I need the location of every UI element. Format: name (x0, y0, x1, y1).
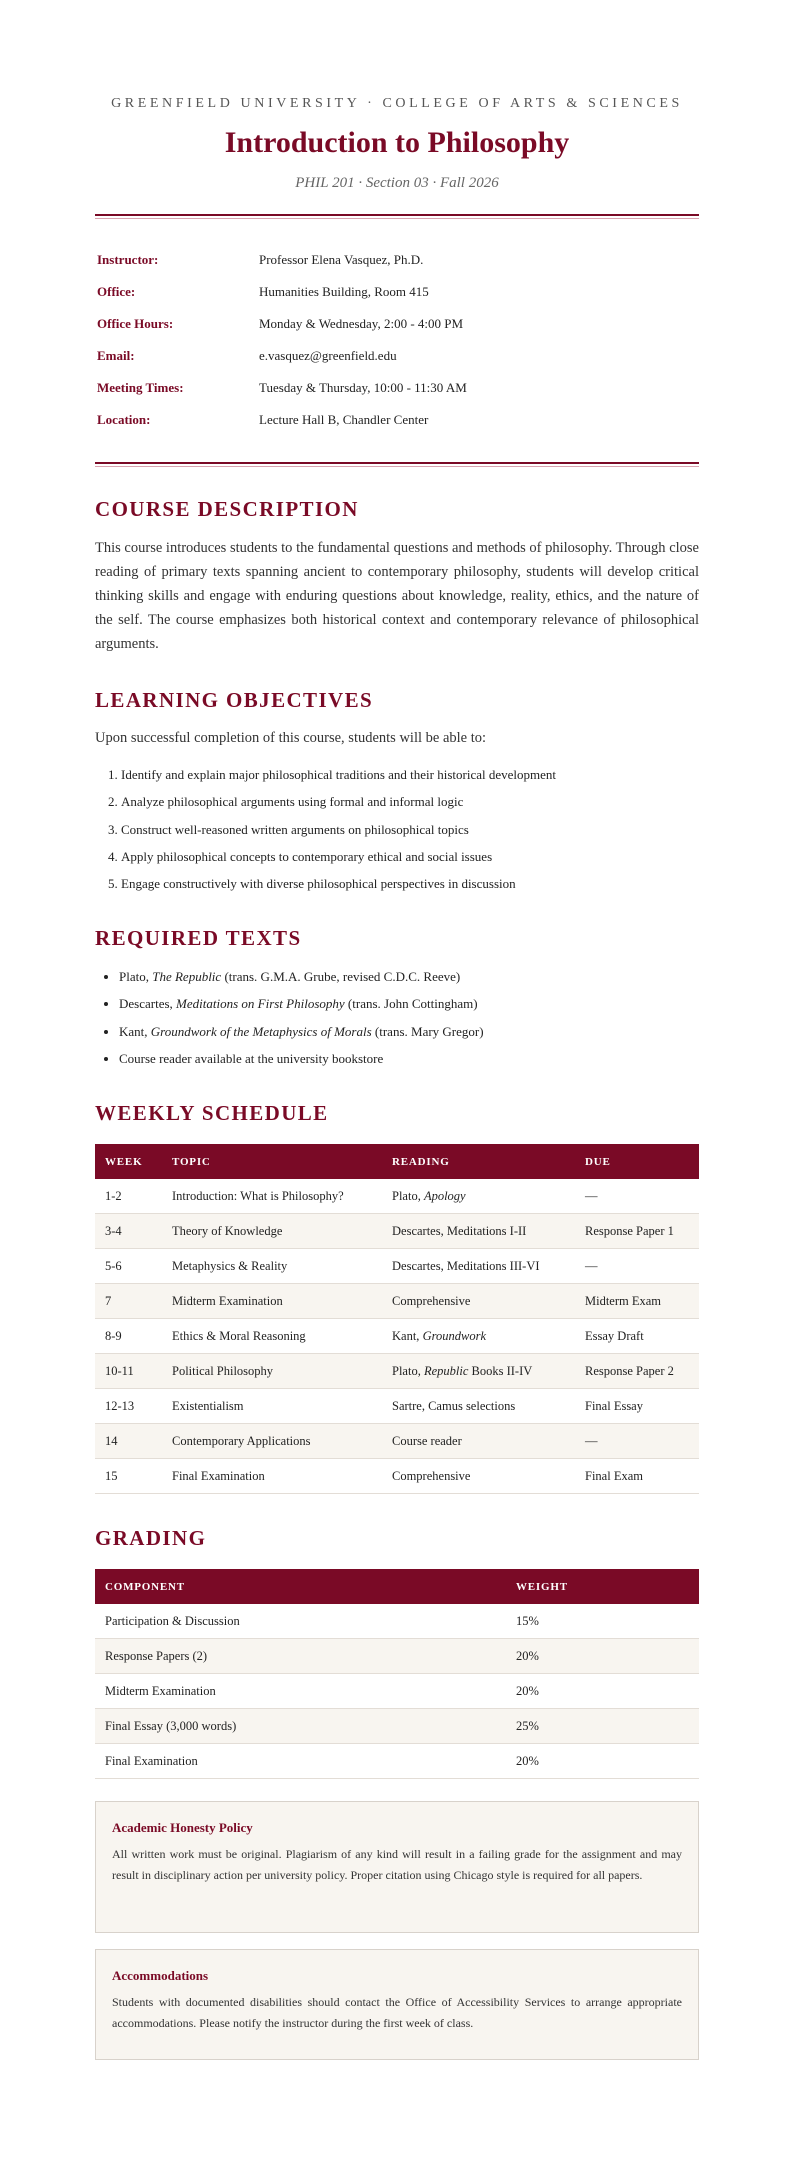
due-cell: Midterm Exam (575, 1284, 699, 1319)
objectives-intro: Upon successful completion of this course, students will be able to: (95, 730, 487, 746)
week-cell: 14 (95, 1424, 162, 1459)
week-cell: 12-13 (95, 1389, 162, 1424)
table-row (95, 1604, 699, 1639)
due-cell: Final Essay (575, 1389, 699, 1424)
section-heading-schedule: WEEKLY SCHEDULE (95, 1101, 329, 1125)
column-header: WEIGHT (506, 1569, 699, 1604)
info-label: Office Hours: (97, 316, 174, 331)
reading-cell: Sartre, Camus selections (382, 1389, 575, 1424)
due-cell: Final Exam (575, 1459, 699, 1494)
topic-cell: Ethics & Moral Reasoning (162, 1319, 382, 1354)
topic-cell: Metaphysics & Reality (162, 1249, 382, 1284)
list-item: • Plato, The Republic (trans. G.M.A. Grube, revised C.D.C. Reeve) (119, 967, 484, 994)
table-row (95, 1319, 699, 1354)
due-cell: Response Paper 1 (575, 1214, 699, 1249)
section-heading-texts: REQUIRED TEXTS (95, 926, 302, 950)
section-heading-description: COURSE DESCRIPTION (95, 497, 359, 521)
header-divider (95, 214, 699, 216)
course-subtitle: PHIL 201 · Section 03 · Fall 2026 (295, 175, 499, 191)
table-row (95, 1284, 699, 1319)
list-item: 5. Engage constructively with diverse philosophical perspectives in discussion (121, 874, 556, 901)
reading-cell: Kant, Groundwork (382, 1319, 575, 1354)
info-value: Monday & Wednesday, 2:00 - 4:00 PM (259, 316, 464, 331)
info-value: e.vasquez@greenfield.edu (259, 348, 397, 363)
reading-cell: Plato, Apology (382, 1179, 575, 1214)
info-row-instructor (97, 252, 697, 272)
required-texts-list (95, 967, 484, 1076)
list-item: • Kant, Groundwork of the Metaphysics of Morals (trans. Mary Gregor) (119, 1022, 484, 1049)
reading-cell: Comprehensive (382, 1284, 575, 1319)
week-cell: 10-11 (95, 1354, 162, 1389)
week-cell: 3-4 (95, 1214, 162, 1249)
info-row-meeting-times (97, 380, 697, 400)
reading-cell: Descartes, Meditations I-II (382, 1214, 575, 1249)
table-row (95, 1639, 699, 1674)
due-cell: Essay Draft (575, 1319, 699, 1354)
topic-cell: Contemporary Applications (162, 1424, 382, 1459)
info-value: Professor Elena Vasquez, Ph.D. (259, 252, 424, 267)
week-cell: 7 (95, 1284, 162, 1319)
reading-cell: Comprehensive (382, 1459, 575, 1494)
column-header: READING (382, 1144, 575, 1179)
list-item: • Course reader available at the university bookstore (119, 1049, 484, 1076)
list-item: 2. Analyze philosophical arguments using formal and informal logic (121, 792, 556, 819)
table-row (95, 1459, 699, 1494)
weight-cell: 20% (506, 1639, 699, 1674)
note-title: Academic Honesty Policy (112, 1820, 253, 1835)
table-row (95, 1389, 699, 1424)
list-item: 3. Construct well-reasoned written arguments on philosophical topics (121, 820, 556, 847)
reading-cell: Course reader (382, 1424, 575, 1459)
component-cell: Final Essay (3,000 words) (95, 1709, 506, 1744)
due-cell: — (575, 1424, 699, 1459)
info-label: Location: (97, 412, 151, 427)
info-row-email (97, 348, 697, 368)
topic-cell: Midterm Examination (162, 1284, 382, 1319)
university-name: GREENFIELD UNIVERSITY · COLLEGE OF ARTS & SCIENCES (111, 96, 683, 111)
weight-cell: 20% (506, 1674, 699, 1709)
info-row-office (97, 284, 697, 304)
weight-cell: 25% (506, 1709, 699, 1744)
table-header-row (95, 1144, 699, 1179)
course-title: Introduction to Philosophy (224, 126, 570, 159)
list-item: 4. Apply philosophical concepts to contemporary ethical and social issues (121, 847, 556, 874)
component-cell: Participation & Discussion (95, 1604, 506, 1639)
component-cell: Final Examination (95, 1744, 506, 1779)
table-header-row (95, 1569, 699, 1604)
topic-cell: Political Philosophy (162, 1354, 382, 1389)
accommodations-box (95, 1949, 699, 2060)
column-header: TOPIC (162, 1144, 382, 1179)
weight-cell: 15% (506, 1604, 699, 1639)
due-cell: — (575, 1249, 699, 1284)
table-row (95, 1744, 699, 1779)
table-row (95, 1674, 699, 1709)
info-label: Meeting Times: (97, 380, 184, 395)
component-cell: Response Papers (2) (95, 1639, 506, 1674)
table-row (95, 1179, 699, 1214)
note-body: All written work must be original. Plagiarism of any kind will result in a failing grade for the assignment and may result in disciplinary action per university policy. Proper citation using Chicago style is required for all papers. (112, 1847, 682, 1882)
week-cell: 8-9 (95, 1319, 162, 1354)
column-header: DUE (575, 1144, 699, 1179)
note-body: Students with documented disabilities should contact the Office of Accessibility Services to arrange appropriate accommodations. Please notify the instructor during the first week of class. (112, 1995, 682, 2030)
topic-cell: Final Examination (162, 1459, 382, 1494)
info-label: Email: (97, 348, 135, 363)
objectives-list (95, 765, 556, 901)
academic-honesty-box (95, 1801, 699, 1933)
info-divider-thin (95, 466, 699, 467)
info-row-office-hours (97, 316, 697, 336)
table-row (95, 1354, 699, 1389)
topic-cell: Theory of Knowledge (162, 1214, 382, 1249)
week-cell: 1-2 (95, 1179, 162, 1214)
info-value: Humanities Building, Room 415 (259, 284, 429, 299)
info-label: Instructor: (97, 252, 159, 267)
info-value: Lecture Hall B, Chandler Center (259, 412, 429, 427)
course-description: This course introduces students to the fundamental questions and methods of philosophy. Through close reading of primary texts spanning ancient to contemporary philosophy, students will develop critical thinking skills and engage with enduring questions about knowledge, reality, ethics, and the nature of the self. The course emphasizes both historical context and contemporary relevance of philosophical arguments. (95, 540, 699, 652)
list-item: • Descartes, Meditations on First Philosophy (trans. John Cottingham) (119, 994, 484, 1021)
section-heading-grading: GRADING (95, 1526, 207, 1550)
reading-cell: Plato, Republic Books II-IV (382, 1354, 575, 1389)
table-row (95, 1709, 699, 1744)
schedule-table (95, 1144, 699, 1494)
due-cell: — (575, 1179, 699, 1214)
info-divider (95, 462, 699, 464)
table-row (95, 1249, 699, 1284)
info-label: Office: (97, 284, 136, 299)
reading-cell: Descartes, Meditations III-VI (382, 1249, 575, 1284)
list-item: 1. Identify and explain major philosophical traditions and their historical development (121, 765, 556, 792)
grading-table (95, 1569, 699, 1779)
topic-cell: Existentialism (162, 1389, 382, 1424)
week-cell: 5-6 (95, 1249, 162, 1284)
weight-cell: 20% (506, 1744, 699, 1779)
week-cell: 15 (95, 1459, 162, 1494)
table-row (95, 1424, 699, 1459)
info-row-location (97, 412, 697, 432)
info-value: Tuesday & Thursday, 10:00 - 11:30 AM (259, 380, 467, 395)
due-cell: Response Paper 2 (575, 1354, 699, 1389)
section-heading-objectives: LEARNING OBJECTIVES (95, 688, 374, 712)
note-title: Accommodations (112, 1968, 209, 1983)
topic-cell: Introduction: What is Philosophy? (162, 1179, 382, 1214)
component-cell: Midterm Examination (95, 1674, 506, 1709)
column-header: COMPONENT (95, 1569, 506, 1604)
table-row (95, 1214, 699, 1249)
column-header: WEEK (95, 1144, 162, 1179)
header-divider-thin (95, 218, 699, 219)
